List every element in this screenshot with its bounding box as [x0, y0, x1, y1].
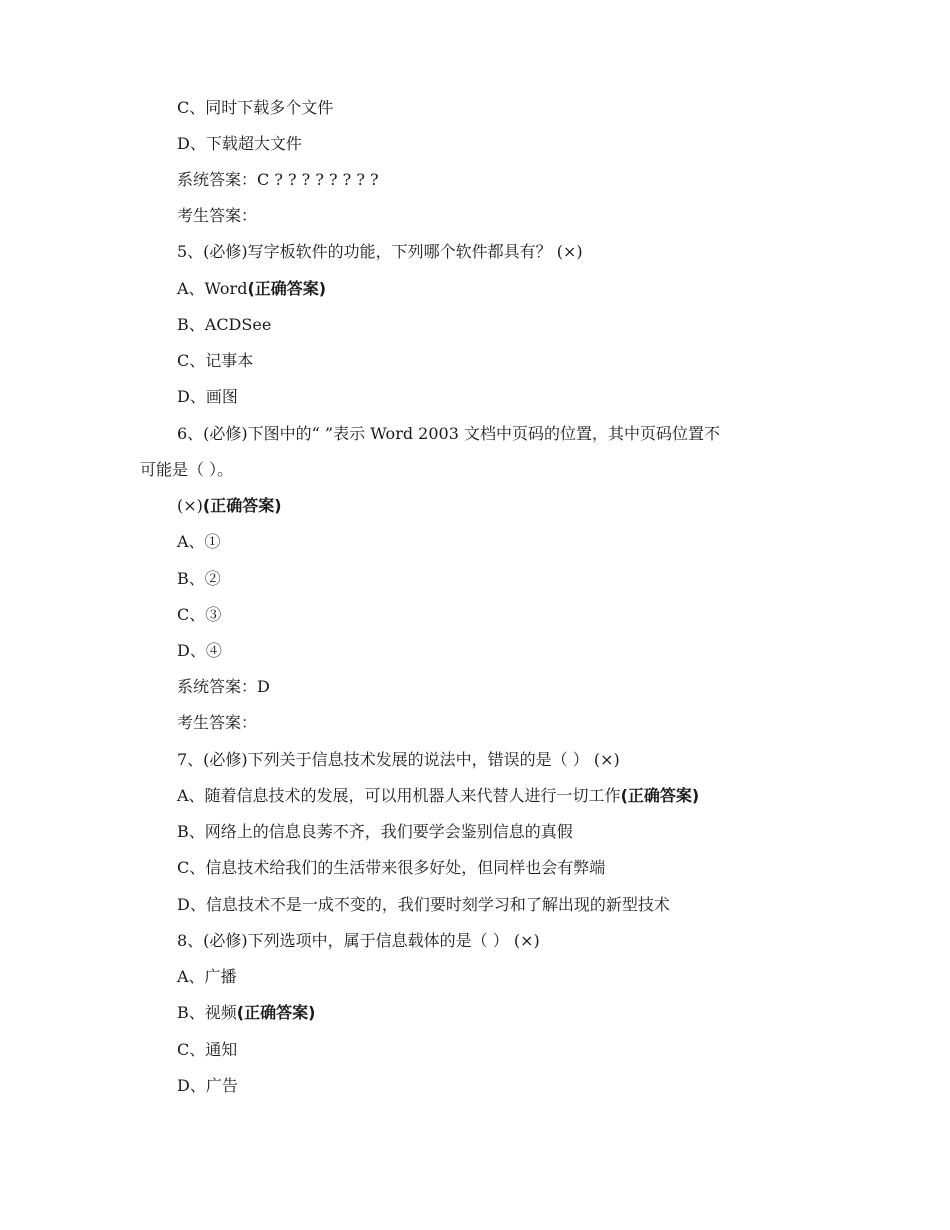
option-line: B、ACDSee [177, 315, 272, 334]
system-answer-line: 系统答案：C ? ? ? ? ? ? ? ? [177, 170, 379, 189]
student-answer-line: 考生答案： [177, 206, 258, 225]
option-line: C、信息技术给我们的生活带来很多好处，但同样也会有弊端 [177, 858, 606, 877]
option-line: B、网络上的信息良莠不齐，我们要学会鉴别信息的真假 [177, 822, 573, 841]
correct-answer-mark: (正确答案) [620, 786, 700, 805]
option-line: B、视频(正确答案) [177, 1003, 316, 1022]
option-line: A、① [177, 532, 221, 551]
option-line: A、随着信息技术的发展，可以用机器人来代替人进行一切工作(正确答案) [177, 786, 700, 805]
option-line: D、信息技术不是一成不变的，我们要时刻学习和了解出现的新型技术 [177, 895, 670, 914]
option-line: A、Word(正确答案) [177, 279, 327, 298]
option-line: A、广播 [177, 967, 237, 986]
question-6-result: (×)(正确答案) [177, 496, 282, 515]
question-8: 8、(必修)下列选项中，属于信息载体的是（ ） (×) [177, 931, 540, 950]
system-answer-line: 系统答案：D [177, 677, 270, 696]
question-5: 5、(必修)写字板软件的功能，下列哪个软件都具有？ (×) [177, 242, 583, 261]
option-line: D、画图 [177, 387, 238, 406]
option-line: C、通知 [177, 1040, 238, 1059]
correct-answer-mark: (正确答案) [247, 279, 327, 298]
option-line: C、同时下载多个文件 [177, 98, 334, 117]
question-6-continuation: 可能是（ ）。 [140, 460, 234, 479]
correct-answer-mark: (正确答案) [202, 496, 282, 515]
correct-answer-mark: (正确答案) [236, 1003, 316, 1022]
option-line: D、④ [177, 641, 222, 660]
student-answer-line: 考生答案： [177, 713, 258, 732]
option-line: C、记事本 [177, 351, 254, 370]
option-line: D、下载超大文件 [177, 134, 302, 153]
question-7: 7、(必修)下列关于信息技术发展的说法中，错误的是（ ） (×) [177, 750, 620, 769]
option-line: D、广告 [177, 1076, 238, 1095]
option-line: C、③ [177, 605, 222, 624]
option-line: B、② [177, 569, 221, 588]
question-6: 6、(必修)下图中的“ ”表示 Word 2003 文档中页码的位置，其中页码位置不 [177, 424, 720, 443]
